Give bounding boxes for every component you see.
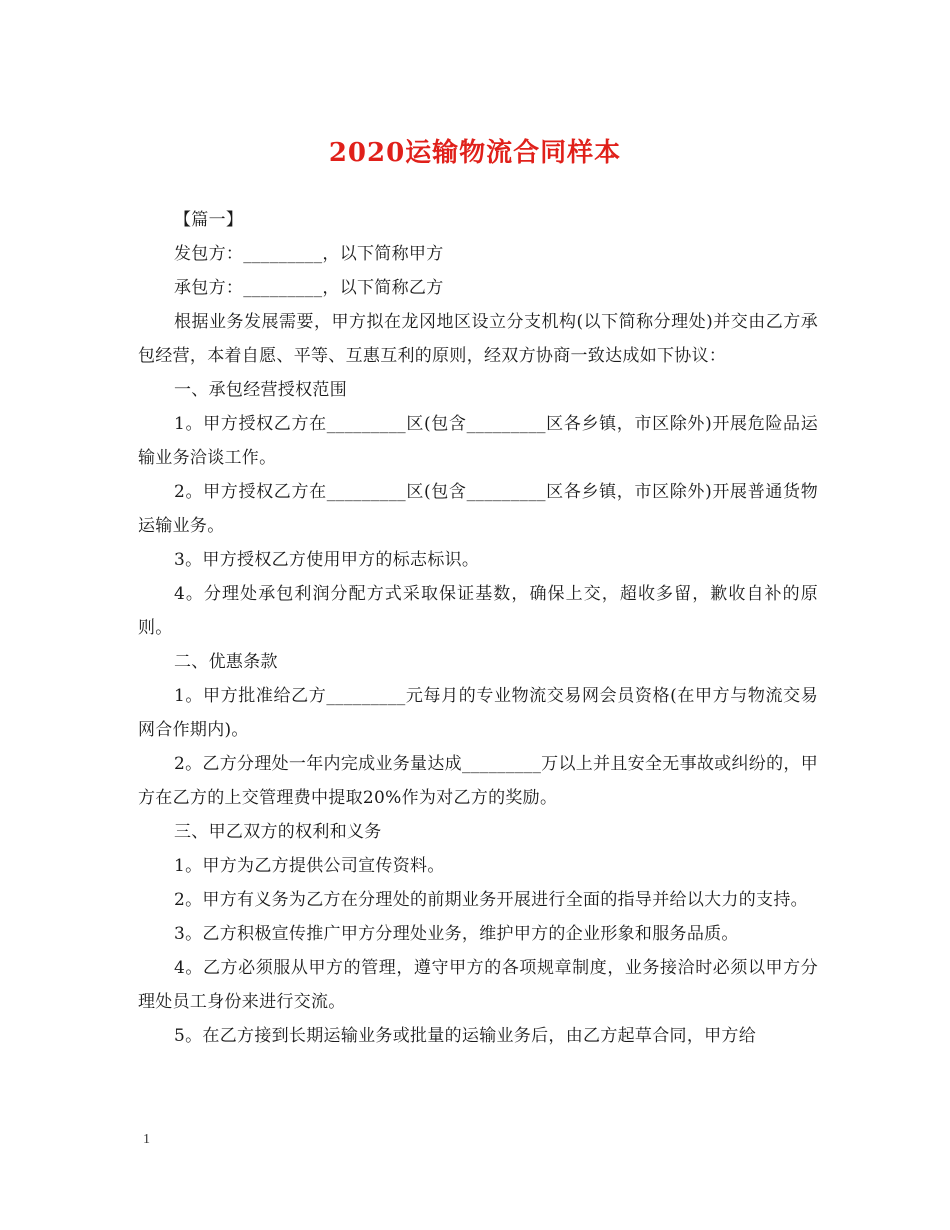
clause-paragraph: 5。在乙方接到长期运输业务或批量的运输业务后，由乙方起草合同，甲方给 — [174, 1026, 757, 1046]
section-heading: 二、优惠条款 — [174, 652, 278, 672]
clause-paragraph: 2。甲方有义务为乙方在分理处的前期业务开展进行全面的指导并给以大力的支持。 — [174, 890, 808, 910]
preamble-paragraph: 根据业务发展需要，甲方拟在龙冈地区设立分支机构(以下简称分理处)并交由乙方承包经营，本着自愿、平等、互惠互利的原则，经双方协商一致达成如下协议： — [138, 312, 818, 366]
party-b-line: 承包方：_________，以下简称乙方 — [174, 278, 444, 298]
page-number: 1 — [143, 1132, 150, 1147]
clause-paragraph: 3。甲方授权乙方使用甲方的标志标识。 — [174, 550, 480, 570]
section-heading: 三、甲乙双方的权利和义务 — [174, 822, 382, 842]
clause-paragraph: 4。乙方必须服从甲方的管理，遵守甲方的各项规章制度，业务接洽时必须以甲方分理处员工身份来进行交流。 — [138, 958, 818, 1012]
document-body — [138, 203, 818, 1053]
section-label: 【篇一】 — [174, 210, 244, 230]
document-title: 2020运输物流合同样本 — [328, 138, 622, 168]
clause-paragraph: 1。甲方授权乙方在_________区(包含_________区各乡镇，市区除外)开展危险品运输业务洽谈工作。 — [138, 414, 818, 468]
clause-paragraph: 2。甲方授权乙方在_________区(包含_________区各乡镇，市区除外)开展普通货物运输业务。 — [138, 482, 818, 536]
section-heading: 一、承包经营授权范围 — [174, 380, 347, 400]
clause-paragraph: 2。乙方分理处一年内完成业务量达成_________万以上并且安全无事故或纠纷的，甲方在乙方的上交管理费中提取20%作为对乙方的奖励。 — [138, 754, 818, 808]
clause-paragraph: 1。甲方批准给乙方_________元每月的专业物流交易网会员资格(在甲方与物流交易网合作期内)。 — [138, 686, 818, 740]
party-a-line: 发包方：_________，以下简称甲方 — [174, 244, 444, 264]
clause-paragraph: 3。乙方积极宣传推广甲方分理处业务，维护甲方的企业形象和服务品质。 — [174, 924, 739, 944]
clause-paragraph: 4。分理处承包利润分配方式采取保证基数，确保上交，超收多留，歉收自补的原则。 — [138, 584, 818, 638]
clause-paragraph: 1。甲方为乙方提供公司宣传资料。 — [174, 856, 445, 876]
